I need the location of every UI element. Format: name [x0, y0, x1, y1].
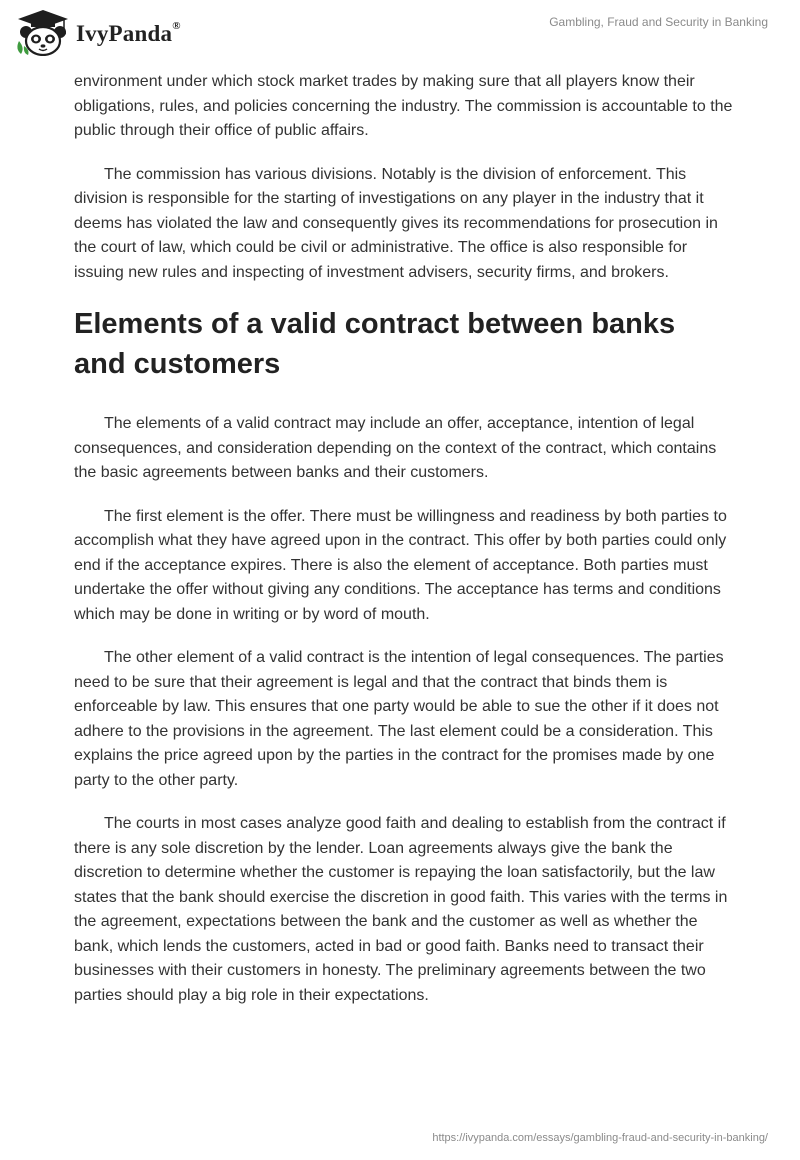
brand-name [76, 21, 181, 47]
panda-graduate-icon [14, 8, 72, 56]
paragraph: The commission has various divisions. Notably is the division of enforcement. This division is responsible for the starting of investigations on any player in the industry that it deems has violated the law and consequently gives its recommendations for prosecution in the court of law, which could be civil or administrative. The office is also responsible for issuing new rules and inspecting of investment advisers, security firms, and brokers. [74, 165, 718, 281]
paragraph: The elements of a valid contract may include an offer, acceptance, intention of legal consequences, and consideration depending on the context of the contract, which contains the basic agreements between banks and their customers. [74, 415, 717, 481]
paragraph: environment under which stock market trades by making sure that all players know their obligations, rules, and policies concerning the industry. The commission is accountable to the public through their office of public affairs. [74, 73, 733, 139]
page-header [0, 0, 800, 70]
paragraph: The other element of a valid contract is the intention of legal consequences. The parties need to be sure that their agreement is legal and that the contract that binds them is enforceable by law. This ensures that one party would be able to sue the other if it does not adhere to the provisions in the agreement. The last element could be a consideration. This explains the price agreed upon by the parties in the contract for the promises made by one party to the other party. [74, 649, 724, 789]
document-title: Gambling, Fraud and Security in Banking [549, 15, 768, 29]
ivypanda-logo[interactable] [14, 8, 181, 56]
essay-content [74, 70, 734, 1027]
paragraph: The first element is the offer. There must be willingness and readiness by both parties to accomplish what they have agreed upon in the contract. This offer by both parties could only end if the acceptance expires. There is also the element of acceptance. Both parties must undertake the offer without giving any conditions. The acceptance has terms and conditions which may be done in writing or by word of mouth. [74, 507, 727, 623]
registered-mark: ® [172, 20, 181, 33]
source-url[interactable]: https://ivypanda.com/essays/gambling-fraud-and-security-in-banking/ [432, 1132, 768, 1144]
brand-text: IvyPanda [76, 21, 173, 46]
section-heading: Elements of a valid contract between banks and customers [74, 308, 676, 380]
paragraph: The courts in most cases analyze good faith and dealing to establish from the contract if there is any sole discretion by the lender. Loan agreements always give the bank the discretion to determine whether the customer is repaying the loan satisfactorily, but the law states that the bank should exercise the discretion in good faith. This varies with the terms in the agreement, expectations between the bank and the customer as well as whether the bank, which lends the customers, acted in bad or good faith. Banks need to transact their businesses with their customers in honesty. The preliminary agreements between the two parties should play a big role in their expectations. [74, 815, 728, 1004]
